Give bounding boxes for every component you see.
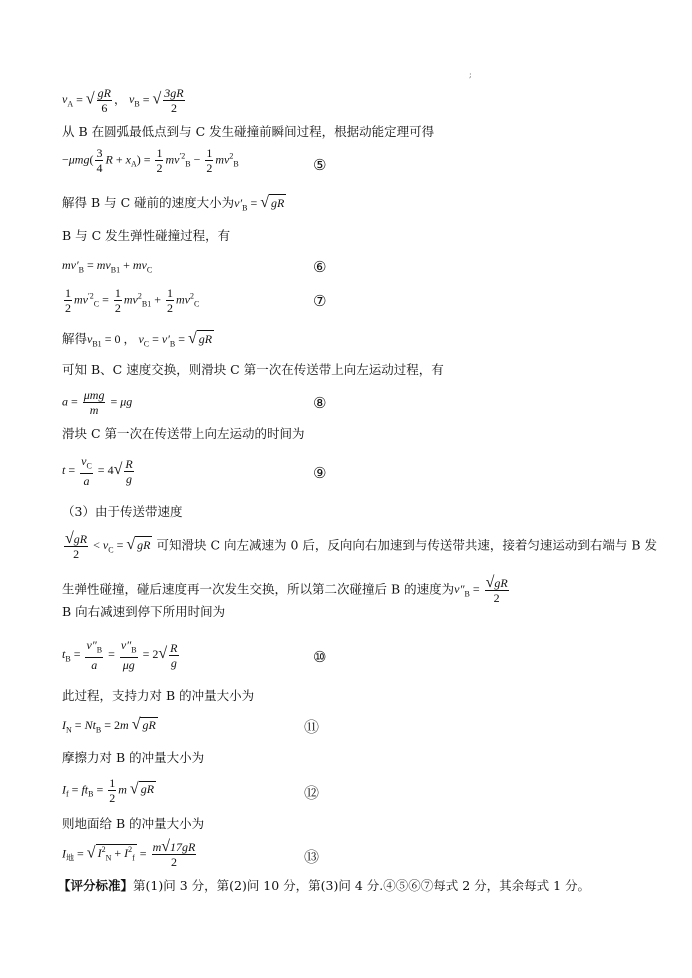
text-solve-b1: 解得$v_{B1} = 0$ ， $v_C = v'_B$ = √ gR — [62, 330, 213, 349]
equation-number-11: ⑪ — [304, 718, 320, 736]
equation-11: $I_N = Nt_B = 2m$ √ gR — [62, 716, 156, 735]
equation-13: $I_地$ = √ $I^2_N + I^2_f$ = $\frac{m√17gR}{2}$ — [62, 838, 196, 869]
page-mark: ; — [469, 70, 472, 79]
text-part3-line2-body: 可知滑块 C 向左减速为 0 后，反向向右加速到与传送带共速，接着匀速运动到右端与 B 发 — [156, 537, 658, 553]
equation-number-9: ⑨ — [313, 464, 327, 482]
equation-number-7: ⑦ — [313, 292, 327, 310]
equation-12: $I_f = ft_B$ = $\frac{1}{2}$ m √ gR — [62, 776, 155, 805]
equation-5: −μmg( $\frac{3}{4}$ $R + x_A$) = $\frac{1}{2}$ $mv^{'2}_B$ − $\frac{1}{2}$ $mv^2_B$ — [62, 146, 239, 175]
scoring-label: 【评分标准】 — [58, 878, 134, 893]
text-b-lowest-point: 从 B 在圆弧最低点到与 C 发生碰撞前瞬间过程，根据动能定理可得 — [62, 124, 435, 139]
text-solve-b1-label: 解得 — [62, 331, 88, 346]
equation-7: $\frac{1}{2}$ $mv^{'2}_C$ = $\frac{1}{2}$ $mv^2_{B1}$ + $\frac{1}{2}$ $mv^2_C$ — [65, 286, 200, 315]
text-support-impulse: 此过程，支持力对 B 的冲量大小为 — [62, 688, 255, 703]
text-time-c: 滑块 C 第一次在传送带上向左运动的时间为 — [62, 426, 305, 441]
text-part3-line2: $\frac{√gR}{2}$ < $v_C$ = √ gR 可知滑块 C 向左减速为 0 后，反向向右加速到与传送带共速，接着匀速运动到右端与 B 发 — [65, 530, 658, 561]
equation-number-12: ⑫ — [304, 784, 320, 802]
text-ground-impulse: 则地面给 B 的冲量大小为 — [62, 816, 205, 831]
equation-6: $mv'_B = mv_{B1} + mv_C$ — [62, 258, 153, 275]
text-part3: （3）由于传送带速度 — [62, 504, 183, 519]
scoring-text: 第(1)问 3 分，第(2)问 10 分，第(3)问 4 分.④⑤⑥⑦每式 2 分，其余每式 1 分。 — [133, 878, 591, 893]
text-exchange: 可知 B、C 速度交换，则滑块 C 第一次在传送带上向左运动过程，有 — [62, 362, 444, 377]
equation-number-10: ⑩ — [313, 648, 327, 666]
text-friction-impulse: 摩擦力对 B 的冲量大小为 — [62, 750, 205, 765]
text-solve-b-label: 解得 B 与 C 碰前的速度大小为 — [62, 195, 235, 210]
text-solve-b-speed: 解得 B 与 C 碰前的速度大小为$v'_B$ = √ gR — [62, 194, 285, 213]
equation-10: $t_B$ = $\frac{v''_B}{a}$ = $\frac{v''_B}{\mu g}$ = 2√ $\frac{R}{g}$ — [62, 638, 178, 673]
text-part3-line3: 生弹性碰撞，碰后速度再一次发生交换，所以第二次碰撞后 B 的速度为$v''_B$ = $\frac{√gR}{2}$ — [62, 574, 508, 605]
equation-9: t = $\frac{v_C}{a}$ = 4√ $\frac{R}{g}$ — [62, 454, 133, 489]
equation-8: a = $\frac{\text{μmg}}{m}$ = μg — [62, 388, 133, 417]
equation-number-13: ⑬ — [304, 848, 320, 866]
text-b-stop: B 向右减速到停下所用时间为 — [62, 604, 226, 619]
equation-va-vb: $v_A$ = √ $\frac{gR}{6}$ ， $v_B$ = √ $\frac{3gR}{2}$ — [62, 86, 184, 115]
text-part3-line3-body: 生弹性碰撞，碰后速度再一次发生交换，所以第二次碰撞后 B 的速度为 — [62, 581, 455, 597]
equation-number-8: ⑧ — [313, 394, 327, 412]
equation-number-5: ⑤ — [313, 156, 327, 174]
text-elastic-collision: B 与 C 发生弹性碰撞过程，有 — [62, 228, 231, 243]
equation-number-6: ⑥ — [313, 258, 327, 276]
scoring-standard — [58, 878, 590, 894]
